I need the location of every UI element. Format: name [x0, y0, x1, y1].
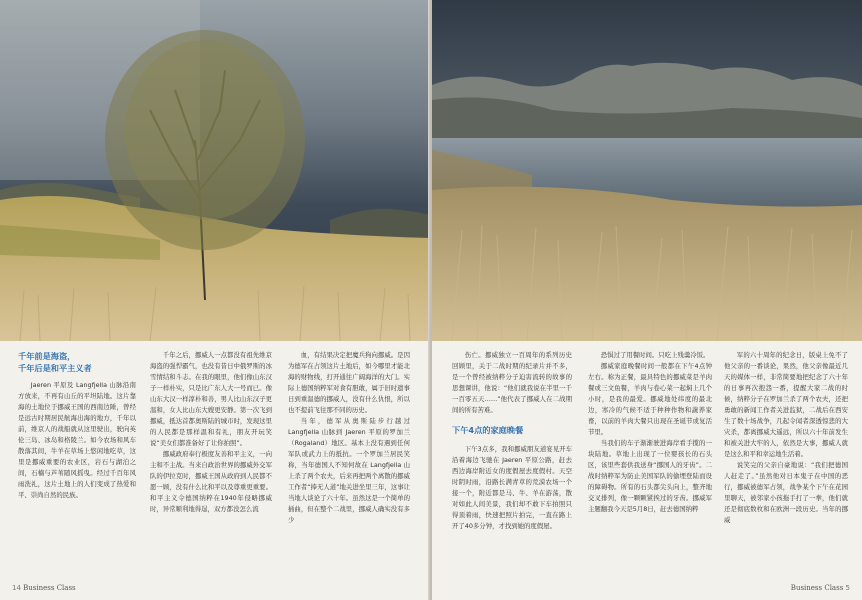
- left-footer: [12, 584, 76, 592]
- lake-landscape-photo: [432, 0, 862, 341]
- left-page: [0, 0, 430, 600]
- body-paragraph: 千年之后，挪威人一点都没有祖先维京海盗的强悍霸气，也没有昔日中俄罗斯的冰雪情结和斗志。在我的眼里，他们像山东汉子一样朴实，只是比广东人大一号而已。像山东大汉一样淳朴和善，男人比山东汉子更温和，女人比山东大嫂更安静。第一次飞到挪威，抵达首都奥斯陆的城市时，发现这里的人民都是那样温和有礼，朋友开玩笑说“美女们都准备好了让你拍照”。: [150, 351, 272, 447]
- right-text-area: [432, 350, 862, 580]
- section-heading-pirates: [18, 350, 136, 374]
- body-paragraph: 军的六十周年的纪念日，版桌上免不了他父亲的一番谈论，果然，他父亲像最近几天的媒体一样，非常简要地把纪念了六十年的日事再次抱怨一番，提醒大家二战的时候，纳粹分子在罗加兰杀了两个农夫，还把勇敢的新闻工作者关进监狱，二战后在西安生了数十场战争，几起令闻者深透惊悲的大灾杀，都离挪威大遥远，所以六十年前发生和被关进大牢的人，依然是大事，挪威人就是这么和平和幸运地生活着。: [724, 351, 848, 458]
- section-heading-dinner: 下午4点的家庭晚餐: [452, 425, 524, 435]
- body-paragraph: 伤亡。挪威独立一百周年的系列历史回顾里，关于二战时期的纪录片并不多，是一个曾经被纳粹分子迫害流转的故事的思想课讲，他说：“他们就我说在半里一千一百零五天……”他代表了挪威人在二战期间的所有苦难。: [452, 351, 572, 414]
- body-paragraph: 挪威家庭晚餐时间一般都在下午4点钟左右。称为正餐，最具特色的挪威菜是羊肉餐或三文鱼餐，羊肉与卷心菜一起焖上几个小时，是我的最爱。挪威地处纬度的最北边，寒冷的气候不适于种种作物和蔬养家畜，以前的羊肉大餐只出现在圣诞节或复活节里。: [588, 362, 712, 436]
- right-column-2: [588, 350, 712, 515]
- body-paragraph: 当我们的车子渐渐驶进海岸看手揽的一块陆地。草地上出现了一位婴孩长的石头区，该里些套供我送身“挪国人的牙齿”。二战时纳粹军为防止美国军队的偷埋登陆而设的障碍物。所有的石头都尖头向上，整齐地交叉排列，像一颗颗紧挨过的牙齿。挪威军主题翻我今天是5月8日，赶去德国纳粹: [588, 439, 712, 513]
- body-paragraph: 当年，德军从奥斯陆步行越过Langfjella 山脉到 Jaeren 平原的罗加兰（Rogaland）地区。基本上没有遇到任何军队或武力上的抵抗。一个罗加兰居民笑称，当年德国人不知何故在 Langfjella 山上杀了两个农夫，后来再把两个离散的挪威工作者“捧无人道”地关进坐里三年，这事让当地人谈论了六十年。虽然这是一个简单的插曲，但在整个二战里，挪威人确实没有多少: [288, 417, 410, 524]
- heading-line-1: 千年前是海盗，: [18, 351, 76, 361]
- right-page: [432, 0, 862, 600]
- body-paragraph: 说笑完的父亲自豪地说：“我们把德国人赶走了。”虽然他对日本鬼子在中国的恶行，挪威被德军占领，战争某个下午在花园里聊天，被邻家小孩拖手打了一拳，他们就还是彻底数枚和在欧洲一段历史。当年的挪威: [724, 461, 848, 524]
- heading-line-2: 千年后是和平主义者: [18, 363, 92, 373]
- body-paragraph: 下午3点多，我和挪威朋友道宴见开车沿着海边飞驰在 Jaeren 平原公路，赶去西边海岸附近女的度假屋去度假村。天空时阴时雨，沿路长满青草的荒漠农场一个接一个，附近都是马、牛、羊在游荡，散对如此人间美景，我们却不敢下车拍照只得顶着雨，快速把照片拍完，一直在路上开了40多分钟，才找到她的度假屋。: [452, 445, 572, 530]
- body-paragraph: Jaeren 平原及 Langfjella 山脉沿南方放来，不再有山丘的平坦陆地。这片靠海的土地位于挪威王国的西南边陲，曾经是远古时期居民航海出海的地方，千年以前，维京人的战船就从这里驶出，驶向英伦三岛、冰岛和格陵兰。如今农场和风车散落其间，牛羊在草场上悠闲地吃草，这里是挪威重要的农业区，岩石与湖泊之间，石楠与芦苇随风摇曳。经过千百年风雨洗礼，这片土地上的人们变成了热爱和平、崇尚自然的民族。: [18, 381, 136, 499]
- tree-landscape-photo: [0, 0, 430, 341]
- left-column-2: [150, 350, 272, 515]
- page-number: 5: [845, 584, 850, 592]
- lake-landscape-image: [432, 0, 862, 341]
- magazine-name: Business Class: [23, 584, 76, 592]
- body-paragraph: 血，有结果决定把魔兵狗向挪威。是因为德军在占领这片土地后，如今哪里才能北海的财物线，打开通往广阔海洋的大门。实际上德国纳粹军对食有胆敢，属于旧时遗事日到重温德的挪威人，没有什么仇恨，所以也不提前飞往那不同的历史。: [288, 351, 410, 414]
- left-text-area: [0, 350, 430, 580]
- body-paragraph: 挪威政府奉行极度友善和平主义，一向主和不主战。当来自政治世界的挪威外交军队的伊拉克时，挪威王国从政府到人民都不愿一顾，没有什么比和平以及尊重更重要。和平主义令德国纳粹在1940年侵略挪威时，异常顺利地得逞，双方都没怎么流: [150, 450, 272, 513]
- body-paragraph: 恐惧过了用餐时间。只吃上残羹冷饭。: [600, 351, 710, 359]
- right-column-1: [452, 350, 572, 532]
- right-footer: [791, 584, 850, 592]
- right-column-3: [724, 350, 848, 526]
- left-column-1: [18, 350, 136, 501]
- tree-landscape-image: [0, 0, 430, 341]
- page-number: 14: [12, 584, 21, 592]
- left-column-3: [288, 350, 410, 526]
- magazine-name: Business Class: [790, 584, 844, 592]
